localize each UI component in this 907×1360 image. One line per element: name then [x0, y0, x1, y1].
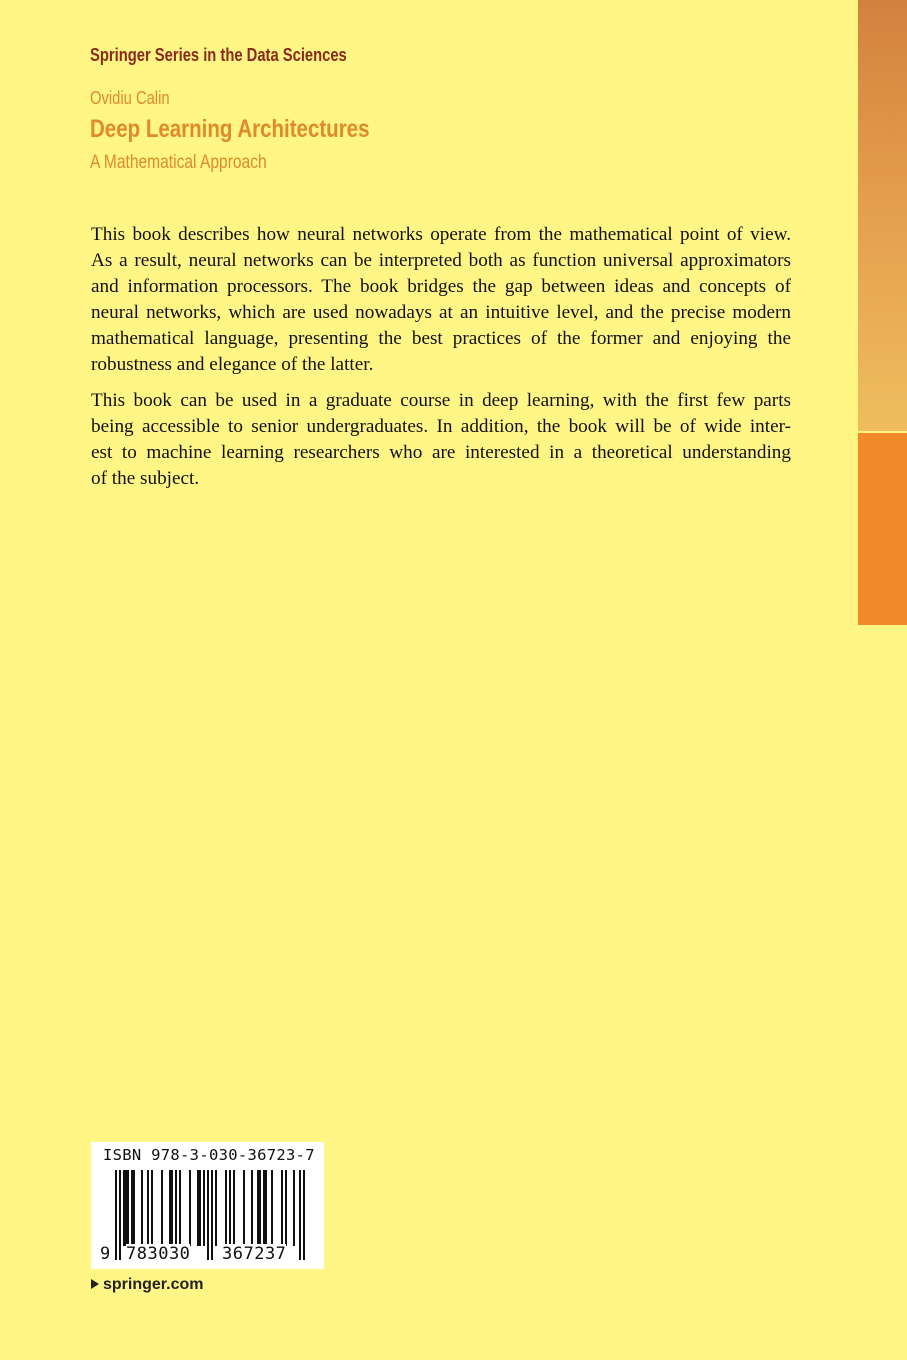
- description-line: robustness and elegance of the latter.: [91, 354, 374, 375]
- description-paragraph-2: [91, 388, 791, 492]
- website-label: springer.com: [103, 1276, 204, 1293]
- description-line: mathematical language, presenting the best practices of the former and enjoying the: [91, 328, 791, 349]
- barcode-bar: [119, 1170, 121, 1260]
- book-subtitle: A Mathematical Approach: [90, 152, 267, 173]
- barcode-bar: [171, 1170, 173, 1246]
- barcode-bar: [203, 1170, 205, 1246]
- description-line: This book describes how neural networks operate from the mathematical point of view.: [91, 224, 791, 245]
- barcode-bar: [281, 1170, 283, 1246]
- barcode-bar: [141, 1170, 143, 1246]
- barcode-bar: [133, 1170, 135, 1246]
- barcode-bar: [251, 1170, 253, 1246]
- barcode-digit-first: 9: [100, 1244, 111, 1264]
- description-paragraph-1: [91, 222, 791, 378]
- barcode-bar: [151, 1170, 153, 1246]
- barcode-bar: [211, 1170, 213, 1260]
- barcode-bar: [215, 1170, 217, 1246]
- isbn-label: ISBN 978-3-030-36723-7: [103, 1146, 315, 1164]
- description-line: of the subject.: [91, 468, 200, 489]
- barcode-bar: [123, 1170, 125, 1246]
- decorative-band-bottom: [858, 433, 907, 625]
- description-line: est to machine learning researchers who are interested in a theoretical understanding: [91, 442, 791, 463]
- barcode-bar: [127, 1170, 129, 1246]
- barcode-bar: [199, 1170, 201, 1246]
- author-name: Ovidiu Calin: [90, 88, 170, 108]
- description-line: This book can be used in a graduate course in deep learning, with the first few parts: [91, 390, 791, 411]
- description-line: As a result, neural networks can be interpreted both as function universal approximators: [91, 250, 791, 271]
- barcode-bar: [229, 1170, 231, 1246]
- barcode-bar: [179, 1170, 181, 1246]
- barcode-bar: [189, 1170, 191, 1246]
- barcode-bar: [225, 1170, 227, 1246]
- barcode-bar: [303, 1170, 305, 1260]
- barcode-bar: [299, 1170, 301, 1260]
- barcode-bar: [147, 1170, 149, 1246]
- barcode-digits-right: 367237: [222, 1244, 287, 1264]
- book-description: [91, 222, 791, 502]
- barcode-bar: [243, 1170, 245, 1246]
- publisher-website[interactable]: [91, 1276, 203, 1294]
- series-name: Springer Series in the Data Sciences: [90, 45, 347, 65]
- barcode-bar: [257, 1170, 259, 1246]
- description-line: being accessible to senior undergraduates. In addition, the book will be of wide inter-: [91, 416, 791, 437]
- book-title: Deep Learning Architectures: [90, 115, 370, 143]
- decorative-band-top: [858, 0, 907, 431]
- barcode-bar: [131, 1170, 133, 1246]
- barcode-bar: [207, 1170, 209, 1260]
- barcode-bar: [259, 1170, 261, 1246]
- barcode-bar: [197, 1170, 199, 1246]
- barcode-bar: [293, 1170, 295, 1246]
- barcode-bar: [285, 1170, 287, 1246]
- barcode-bar: [233, 1170, 235, 1246]
- description-line: and information processors. The book bridges the gap between ideas and concepts of: [91, 276, 791, 297]
- barcode-bar: [161, 1170, 163, 1246]
- barcode-bar: [169, 1170, 171, 1246]
- isbn-barcode: [91, 1142, 324, 1269]
- barcode-bar: [125, 1170, 127, 1246]
- barcode-digits-left: 783030: [126, 1244, 191, 1264]
- barcode-bar: [271, 1170, 273, 1246]
- barcode-bar: [175, 1170, 177, 1246]
- description-line: neural networks, which are used nowadays at an intuitive level, and the precise modern: [91, 302, 791, 323]
- barcode-bar: [265, 1170, 267, 1246]
- arrow-right-icon: [91, 1279, 99, 1289]
- barcode-bar: [115, 1170, 117, 1260]
- barcode-bar: [263, 1170, 265, 1246]
